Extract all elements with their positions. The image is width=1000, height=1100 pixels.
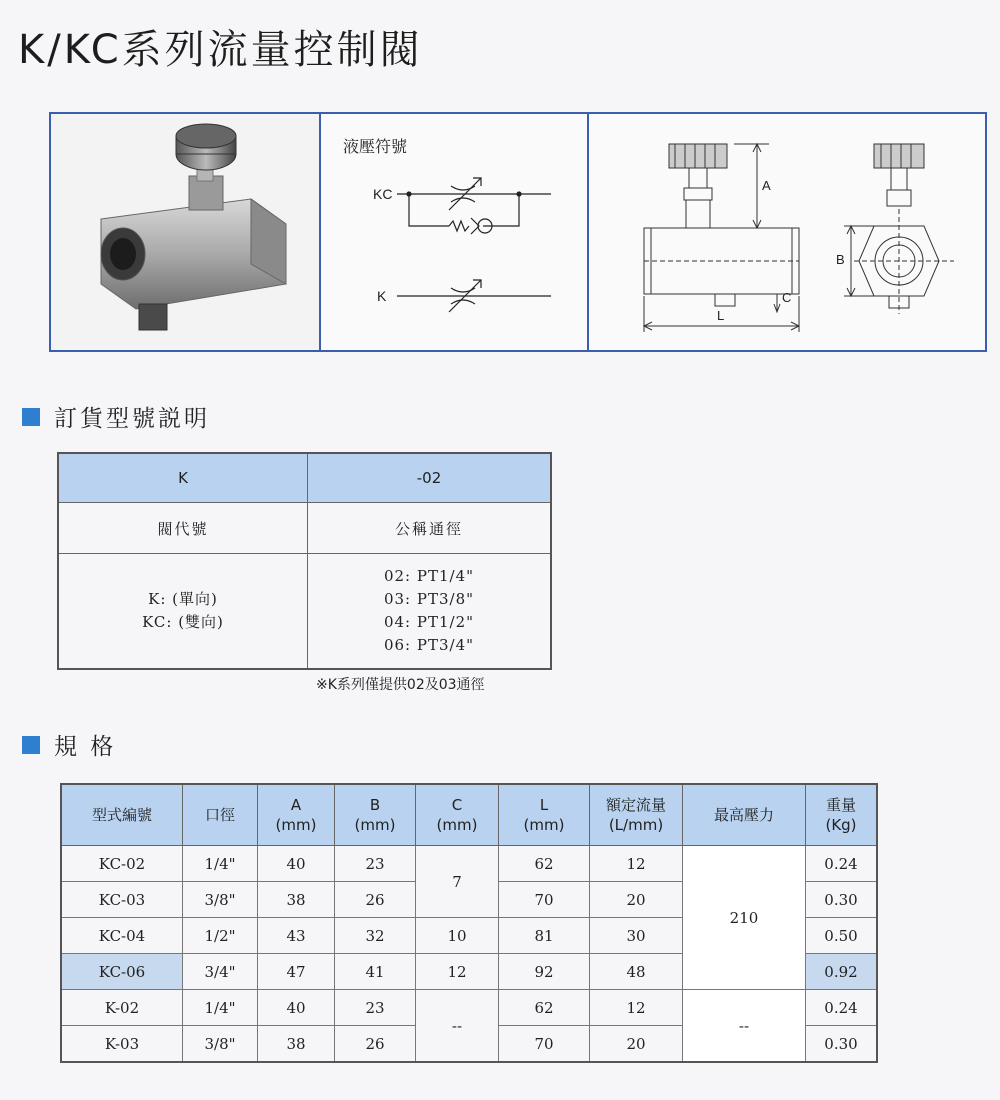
cell-flow: 30 (590, 918, 683, 954)
cell-b: 26 (335, 882, 416, 918)
nominal-size-item: 04: PT1/2" (383, 613, 475, 631)
cell-b: 26 (335, 1026, 416, 1063)
cell-l: 70 (499, 1026, 590, 1063)
header-model: 型式編號 (61, 784, 183, 846)
cell-l: 92 (499, 954, 590, 990)
cell-pressure-kc: 210 (683, 846, 806, 990)
ordering-heading-text: 訂貨型號説明 (54, 406, 210, 432)
valve-code-item: KC: (雙向) (142, 613, 224, 631)
cell-flow: 20 (590, 882, 683, 918)
dim-b-label: B (836, 252, 845, 267)
header-port: 口徑 (183, 784, 258, 846)
cell-l: 62 (499, 846, 590, 882)
spec-table (60, 783, 878, 1063)
order-col2-title: 公稱通徑 (308, 503, 552, 554)
cell-l: 70 (499, 882, 590, 918)
cell-l: 62 (499, 990, 590, 1026)
header-flow: 額定流量 (L/mm) (590, 784, 683, 846)
cell-port: 1/4" (183, 846, 258, 882)
cell-pressure-k: -- (683, 990, 806, 1063)
cell-model: KC-06 (61, 954, 183, 990)
cell-weight: 0.24 (806, 990, 878, 1026)
product-photo (51, 114, 321, 350)
cell-a: 38 (258, 882, 335, 918)
cell-b: 23 (335, 846, 416, 882)
cell-c-k: -- (416, 990, 499, 1063)
order-code-size: -02 (308, 453, 552, 503)
cell-weight: 0.24 (806, 846, 878, 882)
nominal-size-item: 06: PT3/4" (383, 636, 475, 654)
cell-weight: 0.50 (806, 918, 878, 954)
cell-flow: 12 (590, 990, 683, 1026)
header-b: B (mm) (335, 784, 416, 846)
cell-model: K-03 (61, 1026, 183, 1063)
cell-flow: 48 (590, 954, 683, 990)
cell-model: KC-03 (61, 882, 183, 918)
header-weight: 重量 (Kg) (806, 784, 878, 846)
cell-weight: 0.30 (806, 882, 878, 918)
hydraulic-symbols-drawing (321, 114, 587, 350)
header-pressure: 最高壓力 (683, 784, 806, 846)
cell-weight: 0.92 (806, 954, 878, 990)
nominal-size-item: 02: PT1/4" (383, 567, 475, 585)
section-marker-icon (22, 736, 40, 754)
symbol-kc-label: KC (373, 186, 393, 202)
cell-flow: 20 (590, 1026, 683, 1063)
page-title: K/KC系列流量控制閥 (18, 27, 423, 73)
cell-a: 43 (258, 918, 335, 954)
header-a: A (mm) (258, 784, 335, 846)
nominal-size-list (308, 554, 552, 670)
cell-c-merged: 7 (416, 846, 499, 918)
cell-port: 3/8" (183, 1026, 258, 1063)
dim-l-label: L (717, 308, 725, 323)
specs-heading-text: 規 格 (54, 734, 117, 760)
dim-c-label: C (782, 290, 792, 305)
valve-code-list (58, 554, 308, 670)
header-c: C (mm) (416, 784, 499, 846)
nominal-size-item: 03: PT3/8" (383, 590, 475, 608)
spec-header-row (61, 784, 877, 846)
ordering-table (57, 452, 552, 670)
order-code-k: K (58, 453, 308, 503)
cell-a: 40 (258, 846, 335, 882)
specs-heading (22, 728, 116, 761)
cell-model: K-02 (61, 990, 183, 1026)
cell-a: 40 (258, 990, 335, 1026)
symbol-k-label: K (377, 288, 387, 304)
cell-model: KC-02 (61, 846, 183, 882)
order-col1-title: 閥代號 (58, 503, 308, 554)
cell-model: KC-04 (61, 918, 183, 954)
cell-a: 38 (258, 1026, 335, 1063)
table-row (61, 846, 877, 882)
cell-port: 3/8" (183, 882, 258, 918)
ordering-heading (22, 400, 210, 433)
table-row (61, 990, 877, 1026)
cell-port: 3/4" (183, 954, 258, 990)
section-marker-icon (22, 408, 40, 426)
dim-a-label: A (762, 178, 771, 193)
cell-port: 1/4" (183, 990, 258, 1026)
cell-b: 23 (335, 990, 416, 1026)
cell-b: 32 (335, 918, 416, 954)
hydraulic-symbol-title: 液壓符號 (343, 137, 408, 156)
valve-photo-illustration (51, 114, 317, 350)
cell-l: 81 (499, 918, 590, 954)
ordering-note: ※K系列僅提供02及03通徑 (316, 677, 485, 693)
dimension-drawing (589, 114, 985, 350)
hydraulic-symbol-panel (321, 114, 589, 350)
cell-c: 12 (416, 954, 499, 990)
cell-c: 10 (416, 918, 499, 954)
header-l: L (mm) (499, 784, 590, 846)
cell-port: 1/2" (183, 918, 258, 954)
cell-b: 41 (335, 954, 416, 990)
cell-a: 47 (258, 954, 335, 990)
cell-weight: 0.30 (806, 1026, 878, 1063)
dimension-drawing-panel (589, 114, 987, 350)
product-diagram-box (49, 112, 987, 352)
valve-code-item: K: (單向) (148, 590, 218, 608)
cell-flow: 12 (590, 846, 683, 882)
